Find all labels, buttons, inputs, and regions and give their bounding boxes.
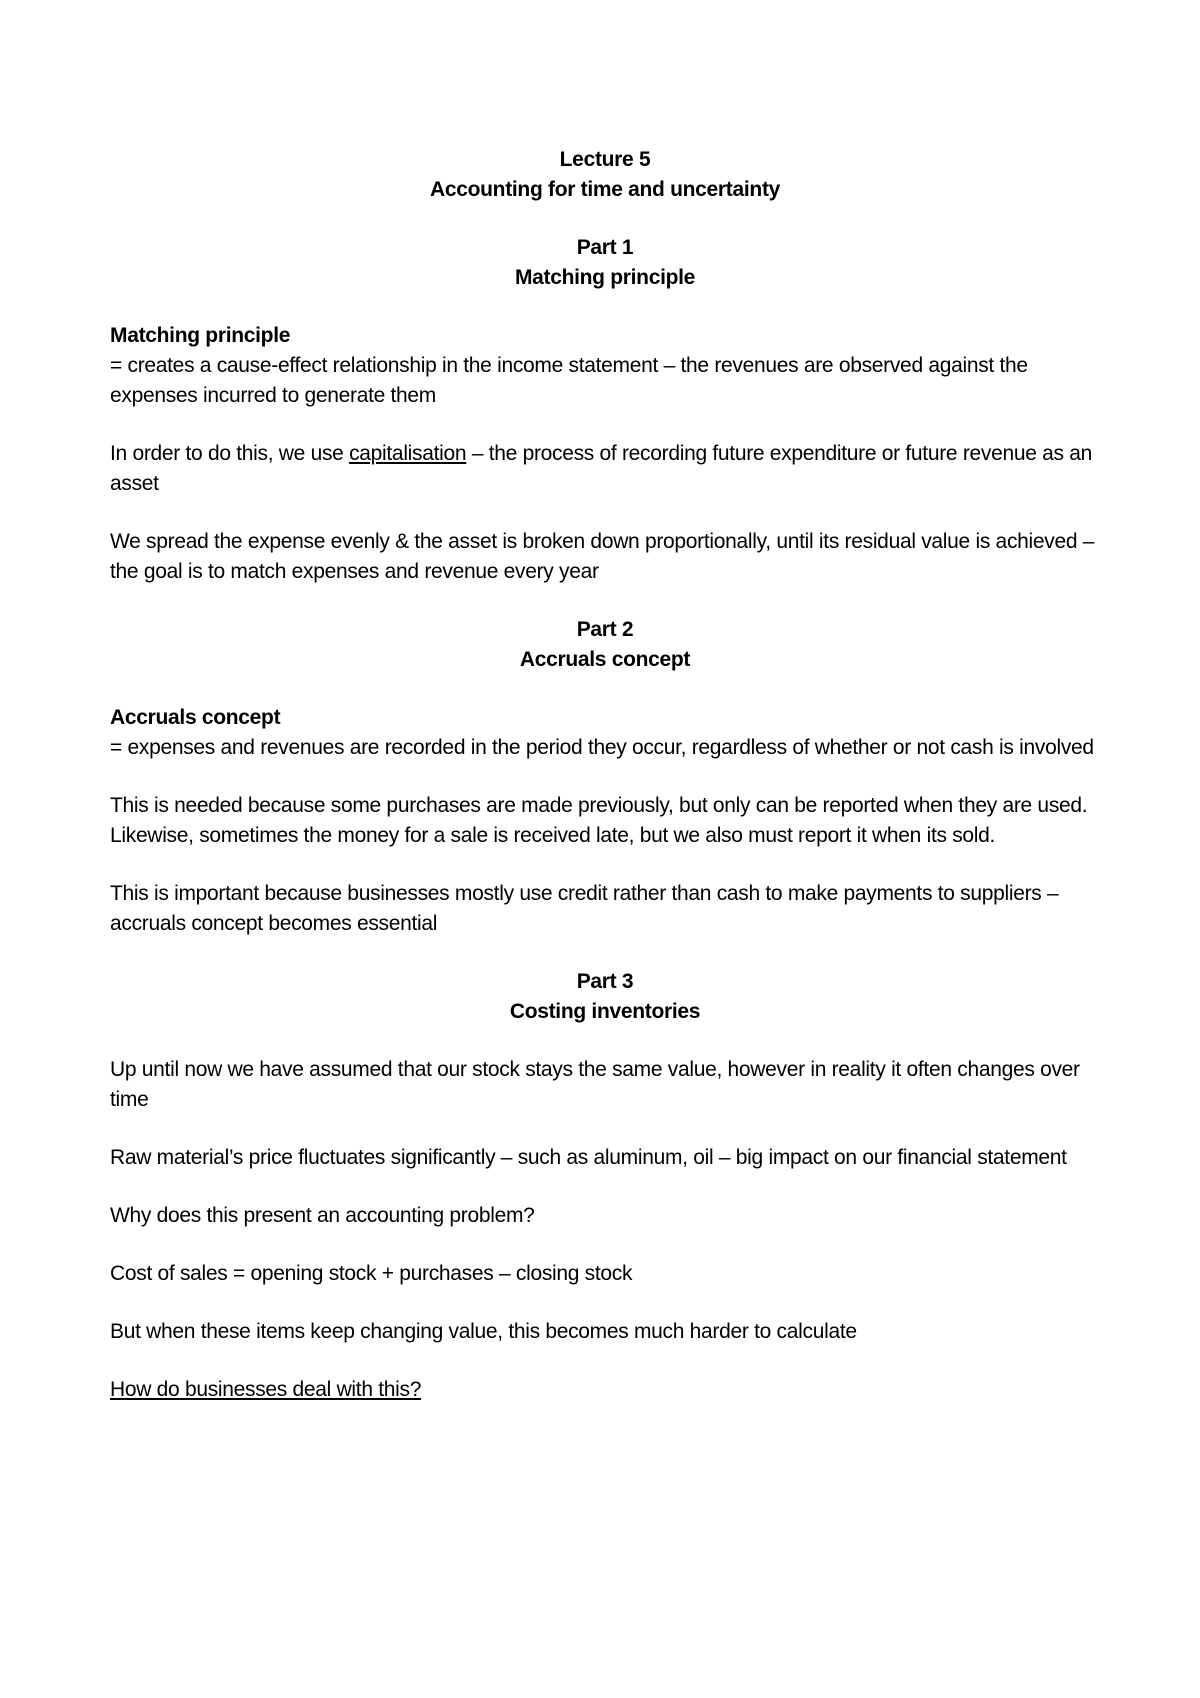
- part3-label: Part 3: [576, 970, 634, 993]
- part1-label: Part 1: [576, 236, 634, 259]
- cost-of-sales-formula: Cost of sales = opening stock + purchases – closing stock: [110, 1262, 633, 1285]
- stock-value-paragraph: Up until now we have assumed that our stock stays the same value, however in reality it often changes over time: [110, 1058, 1080, 1111]
- capitalisation-after: – the process of recording future expenditure or future revenue as an asset: [110, 442, 1093, 495]
- part3-title: Costing inventories: [509, 1000, 701, 1023]
- capitalisation-paragraph: [110, 439, 1100, 499]
- capitalisation-before: In order to do this, we use: [110, 442, 350, 465]
- harder-to-calculate-paragraph: But when these items keep changing value, this becomes much harder to calculate: [110, 1320, 857, 1343]
- businesses-question: How do businesses deal with this?: [110, 1378, 422, 1401]
- part2-label: Part 2: [576, 618, 634, 641]
- accruals-concept-term: Accruals concept: [110, 706, 281, 729]
- raw-material-paragraph: Raw material’s price fluctuates significantly – such as aluminum, oil – big impact on our financial statement: [110, 1146, 1067, 1169]
- accounting-problem-question: Why does this present an accounting problem?: [110, 1204, 535, 1227]
- lecture-title: Accounting for time and uncertainty: [429, 178, 781, 201]
- matching-principle-definition: = creates a cause-effect relationship in the income statement – the revenues are observed against the expenses incurred to generate them: [110, 354, 1028, 407]
- part2-title: Accruals concept: [519, 648, 691, 671]
- accruals-needed-paragraph: This is needed because some purchases are made previously, but only can be reported when they are used. Likewise, sometimes the money for a sale is received late, but we also must report it when its sold.: [110, 794, 1088, 847]
- part1-title: Matching principle: [514, 266, 696, 289]
- spread-expense-paragraph: We spread the expense evenly & the asset is broken down proportionally, until its residual value is achieved – the goal is to match expenses and revenue every year: [110, 530, 1095, 583]
- capitalisation-term: capitalisation: [349, 442, 467, 465]
- accruals-important-paragraph: This is important because businesses mostly use credit rather than cash to make payments to suppliers – accruals concept becomes essential: [110, 882, 1059, 935]
- accruals-concept-definition: = expenses and revenues are recorded in the period they occur, regardless of whether or not cash is involved: [110, 736, 1094, 759]
- document-content: [110, 145, 1100, 1405]
- matching-principle-term: Matching principle: [110, 324, 291, 347]
- lecture-number: Lecture 5: [559, 148, 651, 171]
